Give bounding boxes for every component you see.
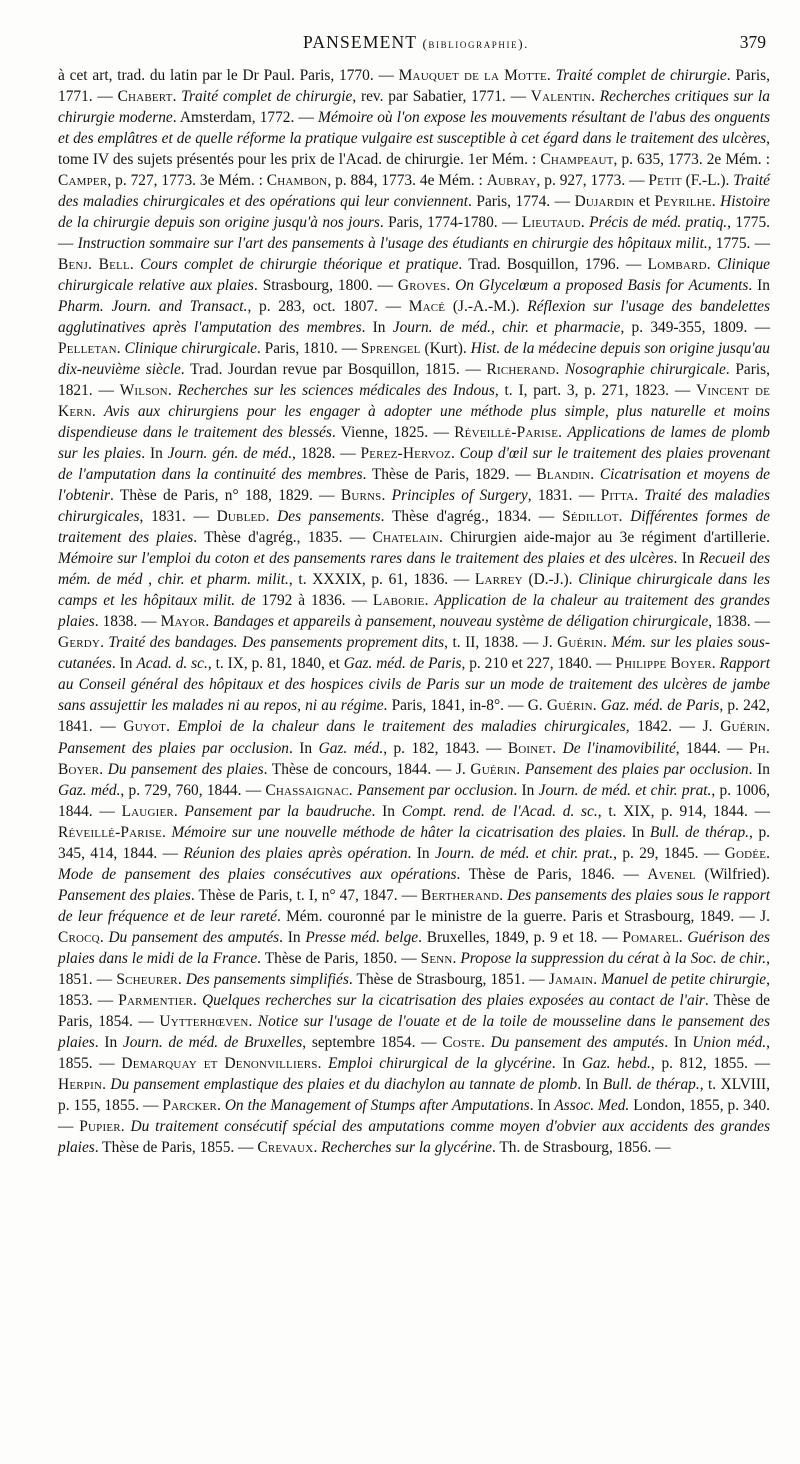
author-name: Camper (58, 172, 108, 190)
citation-text: , t. IX, p. 81, 1840, et (207, 655, 344, 673)
work-title: Journ. de méd. et chir. prat. (434, 844, 614, 862)
citation-text: . (381, 487, 392, 505)
work-title: Gaz. méd. de Paris (600, 697, 720, 715)
work-title: Traité complet de chirurgie (181, 88, 353, 106)
citation-text: , p. 727, 1773. 3e Mém. : (107, 172, 267, 190)
work-title: Histoire de la chirurgie depuis son origine jusqu'à nos jours (58, 193, 771, 232)
citation-text: , p. 635, 1773. 2e Mém. : (613, 151, 770, 169)
work-title: Des pansements des plaies sous le rapport de leur fréquence et de leur rareté (58, 886, 770, 925)
citation-text: . (102, 1075, 111, 1093)
citation-text: . In (111, 655, 137, 673)
citation-text: . (766, 718, 770, 736)
citation-text: . Paris, 1771. — (58, 67, 770, 106)
work-title: De l'inamovibilité (562, 739, 676, 757)
author-name: Laugier (121, 802, 174, 820)
work-title: Mémoire sur l'emploi du coton et des pansements rares dans le traitement des plaies et des ulcères (58, 550, 674, 568)
citation-text: . (99, 760, 108, 778)
page-number: 379 (739, 32, 766, 52)
author-name: Valentin (530, 88, 592, 106)
work-title: Du pansement des plaies (107, 760, 264, 778)
author-name: Godée (724, 844, 767, 862)
citation-text: , t. I, part. 3, p. 271, 1823. — (494, 382, 697, 400)
author-name: Burns (340, 487, 382, 505)
citation-text: . (711, 193, 721, 211)
work-title: Du pansement des amputés (108, 928, 280, 946)
author-name: Jamain (548, 970, 594, 988)
citation-text: . (552, 739, 563, 757)
author-name: Sédillot (562, 508, 619, 526)
citation-text: . In (622, 823, 650, 841)
citation-text: , 1853. — (58, 970, 770, 1009)
author-name: Guérin (720, 718, 767, 736)
work-title: Gaz. méd. (58, 781, 121, 799)
author-name: Sprengel (360, 340, 421, 358)
running-head (58, 22, 774, 62)
author-name: Benj. Bell (58, 256, 130, 274)
citation-text: . (129, 256, 141, 274)
citation-text: . (91, 403, 104, 421)
citation-text: . (100, 634, 109, 652)
citation-text: , 1851. — (58, 949, 770, 988)
author-name: Richerand (486, 361, 556, 379)
citation-text: . In (551, 1054, 582, 1072)
work-title: Mém. sur les plaies sous-cutanées (58, 634, 770, 673)
citation-text: . Thèse de Paris, 1829. — (362, 466, 537, 484)
work-title: Journ. de méd., chir. et pharmacie (392, 319, 621, 337)
work-title: Compt. rend. de l'Acad. d. sc. (401, 802, 598, 820)
author-name: Laborie (372, 592, 425, 610)
work-title: Gaz. méd. de Paris (343, 655, 462, 673)
citation-text: . (313, 1138, 322, 1156)
citation-text: . Thèse de Paris, 1850. — (257, 949, 421, 967)
work-title: Pansement des plaies par occlusion (58, 739, 289, 757)
author-name: Vincent de Kern (58, 382, 771, 421)
work-title: Acad. d. sc. (136, 655, 208, 673)
work-title: Presse méd. belge (305, 928, 419, 946)
citation-text: , 1844. — (675, 739, 750, 757)
work-title: Bull. de thérap. (649, 823, 750, 841)
work-title: Journ. gén. de méd. (167, 445, 293, 463)
author-name: Crevaux (257, 1138, 314, 1156)
citation-text: . (590, 466, 600, 484)
author-name: Réveillé-Parise (454, 424, 559, 442)
citation-text: . In (664, 1033, 693, 1051)
author-name: Uytterhœven (159, 1012, 249, 1030)
work-title: Des pansements simplifiés (185, 970, 349, 988)
author-name: Herpin (58, 1075, 103, 1093)
citation-text: . Mém. couronné par le ministre de la guerre. Paris et Strasbourg, 1849. — J. (277, 907, 770, 925)
citation-text: . (452, 949, 461, 967)
citation-text: . Thèse d'agrég., 1834. — (380, 508, 563, 526)
citation-text: . (766, 844, 770, 862)
work-title: Coup d'œil sur le traitement des plaies provenant de l'amputation dans la continuité des membres (58, 445, 770, 484)
citation-text: et (634, 193, 655, 211)
work-title: Instruction sommaire sur l'art des pansements à l'usage des étudiants en chirurgie des hôpitaux milit. (77, 235, 708, 253)
citation-text: . (116, 340, 125, 358)
citation-text: , septembre 1854. — (302, 1033, 443, 1051)
citation-text: , t. II, 1838. — J. (444, 634, 558, 652)
work-title: Précis de méd. pratiq. (589, 214, 728, 232)
citation-text: . Amsterdam, 1772. — (172, 109, 319, 127)
citation-text: , 1842. — J. (625, 718, 721, 736)
work-title: On the Management of Stumps after Amputations (224, 1096, 530, 1114)
citation-text: . In (577, 1075, 603, 1093)
citation-text: , tome IV des sujets présentés pour les prix de l'Acad. de chirurgie. 1er Mém. : (58, 130, 770, 169)
citation-text: . Th. de Strasbourg, 1856. — (491, 1138, 671, 1156)
citation-text: , 1775. — (58, 214, 771, 253)
work-title: Traité complet de chirurgie (555, 67, 727, 84)
work-title: Nosographie chirurgicale (565, 361, 726, 379)
author-name: Guérin (546, 697, 593, 715)
author-name: Larrey (474, 571, 523, 589)
citation-text: . (166, 718, 178, 736)
citation-text: . Bruxelles, 1849, p. 9 et 18. — (418, 928, 623, 946)
running-title-main: PANSEMENT (303, 32, 417, 52)
citation-text: . (99, 928, 109, 946)
work-title: Manuel de petite chirurgie (601, 970, 767, 988)
author-name: Lombard (647, 256, 707, 274)
author-name: Aubray (486, 172, 537, 190)
citation-text: . (120, 1117, 131, 1135)
citation-text: , 1828. — (292, 445, 361, 463)
author-name: Groves (397, 277, 447, 295)
work-title: Cicatrisation et moyens de l'obtenir (58, 466, 770, 505)
work-title: Principles of Surgery (391, 487, 528, 505)
work-title: Mode de pansement des plaies consécutives aux opérations (58, 865, 457, 883)
author-name: Chambon (266, 172, 328, 190)
citation-text: London, 1855, p. 340. — (58, 1096, 770, 1135)
bibliography-paragraph (58, 65, 770, 1158)
citation-text: . Thèse de Paris, t. I, n° 47, 1847. — (190, 886, 422, 904)
citation-text: , p. 182, 1843. — (383, 739, 508, 757)
author-name: Peyrilhe (654, 193, 712, 211)
work-title: Assoc. Med. (554, 1096, 630, 1114)
citation-text: . (424, 592, 435, 610)
running-title-sub: (bibliographie). (422, 36, 529, 51)
author-name: Demarquay et Denonvilliers (121, 1054, 318, 1072)
citation-text: , p. 283, oct. 1807. — (247, 298, 409, 316)
citation-text: . Chirurgien aide-major au 3e régiment d'artillerie. (438, 529, 770, 547)
citation-text: , 1838. — (708, 613, 770, 631)
author-name: Dubled (216, 508, 266, 526)
citation-text: . (546, 67, 556, 84)
work-title: Traité des maladies chirurgicales et des opérations qui leur conviennent (58, 172, 770, 211)
author-name: Pomarel (622, 928, 679, 946)
citation-text: . (499, 886, 508, 904)
author-name: Guérin (470, 760, 517, 778)
work-title: Clinique chirurgicale (124, 340, 257, 358)
work-title: Notice sur l'usage de l'ouate et de la toile de mousseline dans le pansement des plaies (58, 1012, 770, 1051)
work-title: Réunion des plaies après opération (183, 844, 408, 862)
author-name: Mauquet de la Motte (398, 67, 547, 84)
citation-text: . (161, 823, 172, 841)
citation-text: . In (513, 781, 539, 799)
work-title: Pansement des plaies (58, 886, 191, 904)
work-title: Pharm. Journ. and Transact. (58, 298, 248, 316)
citation-text: , p. 242, 1841. — (58, 697, 770, 736)
citation-text: . (481, 1033, 491, 1051)
citation-text: . Vienne, 1825. — (331, 424, 455, 442)
work-title: Différentes formes de traitement des plaies (58, 508, 770, 547)
citation-text: . (177, 970, 186, 988)
author-name: Réveillé-Parise (58, 823, 162, 841)
work-title: Propose la suppression du cérat à la Soc. de chir. (460, 949, 767, 967)
citation-text: . (446, 277, 456, 295)
work-title: Traité des maladies chirurgicales (58, 487, 770, 526)
author-name: Pelletan (58, 340, 117, 358)
citation-text: . In (748, 760, 770, 778)
author-name: Chassaignac (265, 781, 349, 799)
citation-text: (J.-A.-M.). (445, 298, 528, 316)
citation-text: . (593, 970, 602, 988)
author-name: Petit (648, 172, 682, 190)
citation-text: . Paris, 1774-1780. — (379, 214, 522, 232)
citation-text: , p. 884, 1773. 4e Mém. : (327, 172, 487, 190)
citation-text: . In (279, 928, 306, 946)
citation-text: , p. 349-355, 1809. — (620, 319, 770, 337)
citation-text: (Wilfried). (695, 865, 770, 883)
work-title: Pansement par occlusion (356, 781, 514, 799)
citation-text: , 1831. — (527, 487, 601, 505)
citation-text: , p. 1006, 1844. — (58, 781, 770, 820)
work-title: Réflexion sur l'usage des bandelettes agglutinatives après l'amputation des membres (58, 298, 770, 337)
work-title: Applications de lames de plomb sur les plaies (58, 424, 770, 463)
author-name: Ph. Boyer (58, 739, 770, 778)
citation-text: . Paris, 1841, in-8°. — G. (383, 697, 547, 715)
citation-text: . Thèse d'agrég., 1835. — (193, 529, 373, 547)
citation-text: . In (361, 319, 393, 337)
citation-text: , p. 812, 1855. — (650, 1054, 770, 1072)
citation-text: . (205, 613, 214, 631)
work-title: Clinique chirurgicale relative aux plaies (58, 256, 771, 295)
work-title: Bandages et appareils à pansement, nouveau système de déligation chirurgicale (213, 613, 709, 631)
citation-text: , rev. par Sabatier, 1771. — (352, 88, 531, 106)
citation-text: . Thèse de Strasbourg, 1851. — (348, 970, 549, 988)
citation-text: , p. 729, 760, 1844. — (120, 781, 266, 799)
work-title: On Glycelœum a proposed Basis for Acuments (455, 277, 749, 295)
author-name: Boinet (507, 739, 553, 757)
citation-text: (Kurt). (420, 340, 471, 358)
author-name: Avenel (647, 865, 696, 883)
author-name: Pupier (79, 1117, 121, 1135)
work-title: Cours complet de chirurgie théorique et pratique (140, 256, 459, 274)
citation-text: , p. 345, 414, 1844. — (58, 823, 770, 862)
work-title: Journ. de méd. de Bruxelles (122, 1033, 303, 1051)
work-title: Application de la chaleur au traitement des grandes plaies (58, 592, 770, 631)
citation-text: . In (289, 739, 319, 757)
author-name: Scheurer (116, 970, 178, 988)
citation-text: à cet art (58, 67, 109, 84)
citation-text: , 1775. — (707, 235, 771, 253)
work-title: Gaz. hebd. (581, 1054, 651, 1072)
author-name: Guyot (123, 718, 167, 736)
citation-text: . Paris, 1810. — (256, 340, 361, 358)
author-name: Guérin (557, 634, 603, 652)
work-title: Traité des bandages. Des pansements proprement dits (108, 634, 445, 652)
citation-text: . Thèse de Paris, 1846. — (456, 865, 648, 883)
author-name: Coste (442, 1033, 482, 1051)
citation-text: . (591, 88, 600, 106)
work-title: Emploi chirurgical de la glycérine (328, 1054, 552, 1072)
citation-text: . Thèse de Paris, 1855. — (94, 1138, 258, 1156)
citation-text: . (193, 991, 202, 1009)
work-title: Mémoire où l'on expose les mouvements résultant de l'abus des onguents et des emplâtres et de quelle réforme la pratique vulgaire est susceptible à cet égard dans le traitement des ulcères (58, 109, 770, 148)
work-title: Mémoire sur une nouvelle méthode de hâter la cicatrisation des plaies (171, 823, 623, 841)
citation-text: . (603, 634, 612, 652)
citation-text: . (592, 697, 601, 715)
citation-text: , p. 210 et 227, 1840. — (461, 655, 616, 673)
citation-text: . In (371, 802, 402, 820)
citation-text: , t. XLVIII, p. 155, 1855. — (58, 1075, 771, 1114)
citation-text: . (516, 760, 525, 778)
author-name: Lieutaud (521, 214, 581, 232)
citation-text: . In (748, 277, 770, 295)
citation-text: . (450, 445, 460, 463)
citation-text: . (348, 781, 357, 799)
author-name: Wilson (119, 382, 168, 400)
citation-text: . Paris, 1821. — (58, 361, 770, 400)
work-title: Quelques recherches sur la cicatrisation des plaies exposées au contact de l'air (201, 991, 705, 1009)
citation-text: . Thèse de concours, 1844. — J. (263, 760, 471, 778)
citation-text: . (173, 802, 185, 820)
citation-text: . Strasbourg, 1800. — (253, 277, 398, 295)
author-name: Philippe Boyer (615, 655, 712, 673)
work-title: Recherches sur les sciences médicales des Indous (177, 382, 495, 400)
author-name: Chabert (117, 88, 173, 106)
citation-text: . (248, 1012, 258, 1030)
author-name: Parmentier (118, 991, 193, 1009)
work-title: Union méd. (692, 1033, 767, 1051)
author-name: Perez-Hervoz (360, 445, 451, 463)
citation-text: . In (94, 1033, 123, 1051)
citation-text: . Trad. Jourdan revue par Bosquillon, 1815. — (180, 361, 487, 379)
citation-text: , 1831. — (139, 508, 217, 526)
author-name: Senn (420, 949, 453, 967)
author-name: Pitta (600, 487, 635, 505)
citation-text: . (618, 508, 631, 526)
work-title: Du traitement consécutif spécial des amputations comme moyen d'obvier aux accidents des grandes plaies (58, 1117, 770, 1156)
citation-text: . (555, 361, 566, 379)
work-title: Recherches critiques sur la chirurgie moderne (58, 88, 770, 127)
citation-text: . Thèse de Paris, n° 188, 1829. — (110, 487, 341, 505)
work-title: Avis aux chirurgiens pour les engager à adopter une méthode plus simple, plus naturelle et moins dispendieuse dans le traitement des blessés (58, 403, 771, 442)
work-title: Recherches sur la glycérine (321, 1138, 492, 1156)
author-name: Mayor (160, 613, 206, 631)
citation-text: . (167, 382, 178, 400)
work-title: Recueil des mém. de méd , chir. et pharm. milit. (58, 550, 770, 589)
citation-text: . (172, 88, 182, 106)
citation-text: . (558, 424, 568, 442)
citation-text: . Paris, 1774. — (468, 193, 575, 211)
work-title: Des pansements (277, 508, 381, 526)
work-title: Rapport au Conseil général des hôpitaux et des hospices civils de Paris sur un mode de traitement des ulcères de jambe sans assujettir les malades ni au repos, ni au régime (58, 655, 770, 715)
work-title: Guérison des plaies dans le midi de la France (58, 928, 770, 967)
author-name: Bertherand (421, 886, 500, 904)
citation-text: . In (141, 445, 168, 463)
citation-text: (D.-J.). (522, 571, 579, 589)
work-title: Gaz. méd. (318, 739, 384, 757)
work-title: Bull. de thérap. (602, 1075, 700, 1093)
work-title: Du pansement emplastique des plaies et du diachylon au tannate de plomb (110, 1075, 578, 1093)
author-name: Dujardin (574, 193, 635, 211)
citation-text: . Thèse de Paris, 1854. — (58, 991, 770, 1030)
work-title: Du pansement des amputés (490, 1033, 665, 1051)
author-name: Blandin (536, 466, 591, 484)
citation-text: . (216, 1096, 225, 1114)
citation-text: (F.-L.). (681, 172, 734, 190)
author-name: Crocq (58, 928, 100, 946)
citation-text: , 1855. — (58, 1033, 770, 1072)
citation-text: . (678, 928, 688, 946)
citation-text: . In (673, 550, 699, 568)
work-title: Journ. de méd. et chir. prat. (538, 781, 712, 799)
citation-text: . In (407, 844, 435, 862)
citation-text: . (317, 1054, 329, 1072)
citation-text: , trad. du latin par le Dr Paul. Paris, 1770. — (108, 67, 399, 84)
running-title (58, 32, 774, 53)
citation-text: , t. XXXIX, p. 61, 1836. — (288, 571, 475, 589)
citation-text: 1792 à 1836. — (255, 592, 373, 610)
citation-text: , t. XIX, p. 914, 1844. — (597, 802, 770, 820)
work-title: Emploi de la chaleur dans le traitement des maladies chirurgicales (177, 718, 626, 736)
work-title: Pansement des plaies par occlusion (524, 760, 749, 778)
citation-text: . (706, 256, 717, 274)
author-name: Champeaut (540, 151, 614, 169)
author-name: Chatelain (372, 529, 439, 547)
work-title: Pansement par la baudruche (184, 802, 372, 820)
citation-text: . 1838. — (94, 613, 161, 631)
author-name: Parcker (162, 1096, 217, 1114)
citation-text: . (634, 487, 645, 505)
author-name: Macé (408, 298, 446, 316)
citation-text: . Trad. Bosquillon, 1796. — (458, 256, 648, 274)
work-title: Hist. de la médecine depuis son origine jusqu'au dix-neuvième siècle (58, 340, 770, 379)
citation-text: , p. 927, 1773. — (536, 172, 649, 190)
citation-text: . (580, 214, 590, 232)
citation-text: . (265, 508, 278, 526)
citation-text: . (711, 655, 720, 673)
author-name: Gerdy (58, 634, 101, 652)
citation-text: , p. 29, 1845. — (613, 844, 725, 862)
work-title: Clinique chirurgicale dans les camps et les hôpitaux milit. de (58, 571, 770, 610)
citation-text: . In (529, 1096, 555, 1114)
